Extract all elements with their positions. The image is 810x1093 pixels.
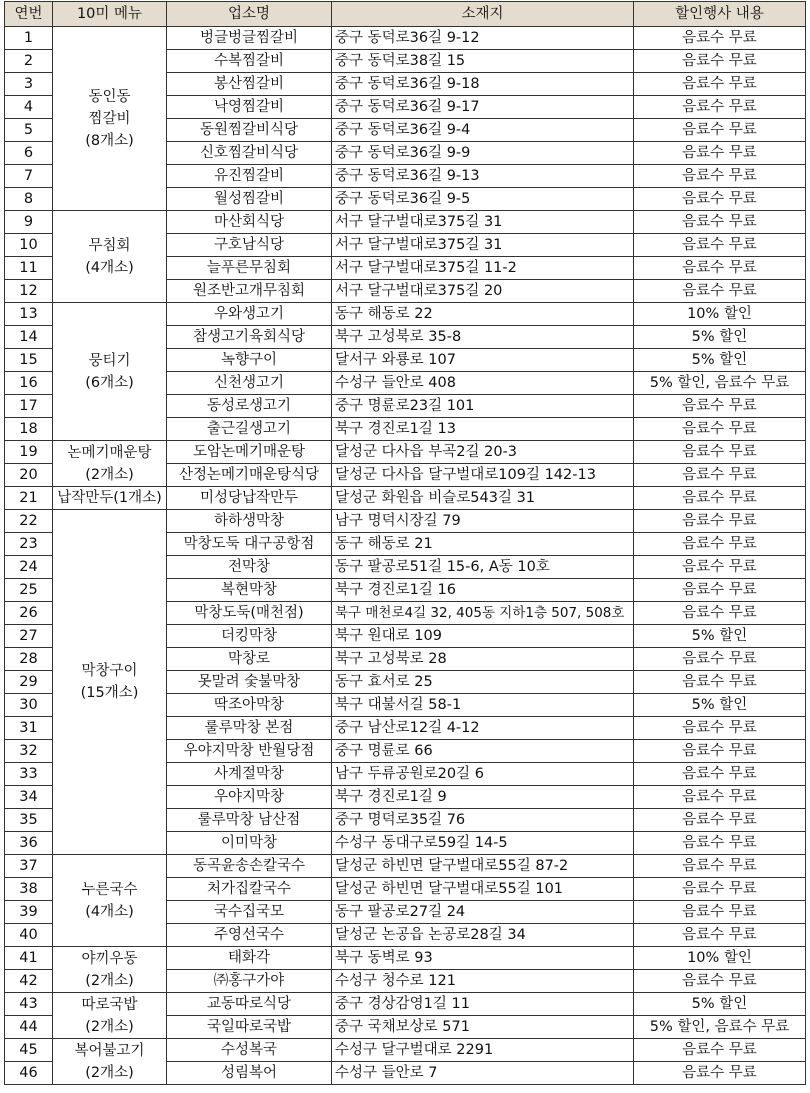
restaurant-address: 북구 매천로4길 32, 405동 지하1층 507, 508호 xyxy=(332,602,634,625)
restaurant-name: 산정논메기매운탕식당 xyxy=(167,464,332,487)
row-number: 5 xyxy=(5,119,53,142)
restaurant-address: 북구 경진로1길 16 xyxy=(332,579,634,602)
row-number: 36 xyxy=(5,832,53,855)
discount-details: 음료수 무료 xyxy=(634,211,806,234)
row-number: 21 xyxy=(5,487,53,510)
restaurant-address: 서구 달구벌대로375길 31 xyxy=(332,234,634,257)
discount-details: 10% 할인 xyxy=(634,303,806,326)
discount-details: 음료수 무료 xyxy=(634,142,806,165)
restaurant-name: 국수집국모 xyxy=(167,901,332,924)
menu-group-cell xyxy=(53,303,167,441)
restaurant-discount-table xyxy=(4,1,806,1085)
menu-group-count: (4개소) xyxy=(85,903,134,920)
discount-details: 음료수 무료 xyxy=(634,763,806,786)
row-number: 43 xyxy=(5,993,53,1016)
restaurant-address: 동구 팔공로51길 15-6, A동 10호 xyxy=(332,556,634,579)
restaurant-address: 중구 동덕로36길 9-5 xyxy=(332,188,634,211)
restaurant-name: 성림복어 xyxy=(167,1062,332,1085)
menu-group-cell xyxy=(53,947,167,993)
restaurant-name: 못말려 숯불막창 xyxy=(167,671,332,694)
restaurant-address: 달성군 화원읍 비슬로543길 31 xyxy=(332,487,634,510)
discount-details: 음료수 무료 xyxy=(634,556,806,579)
restaurant-name: 마산회식당 xyxy=(167,211,332,234)
restaurant-name: 막창도둑(매천점) xyxy=(167,602,332,625)
restaurant-name: 월성찜갈비 xyxy=(167,188,332,211)
row-number: 44 xyxy=(5,1016,53,1039)
restaurant-name: 수성복국 xyxy=(167,1039,332,1062)
discount-details: 음료수 무료 xyxy=(634,257,806,280)
restaurant-name: 더킹막창 xyxy=(167,625,332,648)
row-number: 7 xyxy=(5,165,53,188)
row-number: 17 xyxy=(5,395,53,418)
restaurant-name: 미성당납작만두 xyxy=(167,487,332,510)
discount-details: 음료수 무료 xyxy=(634,1062,806,1085)
menu-group-cell xyxy=(53,487,167,510)
menu-group-count: (2개소) xyxy=(85,1064,134,1081)
restaurant-name: 수복찜갈비 xyxy=(167,50,332,73)
discount-details: 음료수 무료 xyxy=(634,855,806,878)
row-number: 18 xyxy=(5,418,53,441)
discount-details: 음료수 무료 xyxy=(634,878,806,901)
restaurant-address: 남구 명덕시장길 79 xyxy=(332,510,634,533)
restaurant-name: 처가집칼국수 xyxy=(167,878,332,901)
row-number: 22 xyxy=(5,510,53,533)
discount-details: 10% 할인 xyxy=(634,947,806,970)
discount-details: 음료수 무료 xyxy=(634,671,806,694)
discount-details: 5% 할인, 음료수 무료 xyxy=(634,1016,806,1039)
table-row xyxy=(5,303,806,326)
menu-group-count: (2개소) xyxy=(85,972,134,989)
menu-group-name: 야끼우동 xyxy=(81,950,138,967)
discount-details: 음료수 무료 xyxy=(634,188,806,211)
restaurant-name: 도암논메기매운탕 xyxy=(167,441,332,464)
discount-details: 음료수 무료 xyxy=(634,395,806,418)
restaurant-name: 막창로 xyxy=(167,648,332,671)
row-number: 45 xyxy=(5,1039,53,1062)
menu-group-count: (2개소) xyxy=(85,1018,134,1035)
row-number: 1 xyxy=(5,27,53,50)
row-number: 4 xyxy=(5,96,53,119)
discount-details: 음료수 무료 xyxy=(634,901,806,924)
restaurant-address: 중구 동덕로36길 9-18 xyxy=(332,73,634,96)
row-number: 13 xyxy=(5,303,53,326)
menu-group-cell xyxy=(53,27,167,211)
restaurant-name: 태화각 xyxy=(167,947,332,970)
row-number: 39 xyxy=(5,901,53,924)
restaurant-name: 하하생막창 xyxy=(167,510,332,533)
restaurant-name: 구호남식당 xyxy=(167,234,332,257)
discount-details: 음료수 무료 xyxy=(634,441,806,464)
table-row xyxy=(5,211,806,234)
discount-details: 음료수 무료 xyxy=(634,280,806,303)
discount-details: 음료수 무료 xyxy=(634,602,806,625)
header-address: 소재지 xyxy=(332,2,634,27)
restaurant-address: 동구 효서로 25 xyxy=(332,671,634,694)
restaurant-name: 낙영찜갈비 xyxy=(167,96,332,119)
restaurant-name: 녹향구이 xyxy=(167,349,332,372)
row-number: 35 xyxy=(5,809,53,832)
restaurant-address: 달성군 다사읍 달구벌대로109길 142-13 xyxy=(332,464,634,487)
row-number: 20 xyxy=(5,464,53,487)
discount-details: 음료수 무료 xyxy=(634,50,806,73)
discount-details: 음료수 무료 xyxy=(634,510,806,533)
row-number: 28 xyxy=(5,648,53,671)
restaurant-address: 달서구 와룡로 107 xyxy=(332,349,634,372)
row-number: 26 xyxy=(5,602,53,625)
discount-details: 5% 할인 xyxy=(634,625,806,648)
menu-group-cell xyxy=(53,510,167,855)
row-number: 29 xyxy=(5,671,53,694)
restaurant-name: 사계절막창 xyxy=(167,763,332,786)
menu-group-name: 막창구이 xyxy=(81,663,138,679)
menu-group-cell xyxy=(53,441,167,487)
restaurant-name: 전막창 xyxy=(167,556,332,579)
discount-details: 음료수 무료 xyxy=(634,464,806,487)
discount-details: 음료수 무료 xyxy=(634,1039,806,1062)
menu-group-name: 납작만두(1개소) xyxy=(57,490,162,506)
row-number: 34 xyxy=(5,786,53,809)
restaurant-address: 달성군 논공읍 논공로28길 34 xyxy=(332,924,634,947)
menu-group-name: 복어불고기 xyxy=(74,1042,145,1059)
restaurant-address: 중구 동덕로36길 9-12 xyxy=(332,27,634,50)
restaurant-address: 중구 명륜로 66 xyxy=(332,740,634,763)
menu-group-count: (4개소) xyxy=(85,259,134,276)
menu-group-name: 동인동 xyxy=(88,88,131,105)
discount-details: 음료수 무료 xyxy=(634,809,806,832)
header-discount: 할인행사 내용 xyxy=(634,2,806,27)
restaurant-name: 딱조아막창 xyxy=(167,694,332,717)
discount-details: 음료수 무료 xyxy=(634,579,806,602)
restaurant-name: 주영선국수 xyxy=(167,924,332,947)
row-number: 37 xyxy=(5,855,53,878)
header-name: 업소명 xyxy=(167,2,332,27)
menu-group-name: 무침회 xyxy=(88,237,131,254)
discount-details: 음료수 무료 xyxy=(634,418,806,441)
table-row xyxy=(5,441,806,464)
discount-details: 음료수 무료 xyxy=(634,648,806,671)
discount-details: 5% 할인 xyxy=(634,993,806,1016)
menu-group-name: 따로국밥 xyxy=(81,996,138,1013)
restaurant-name: 교동따로식당 xyxy=(167,993,332,1016)
row-number: 11 xyxy=(5,257,53,280)
table-row xyxy=(5,855,806,878)
row-number: 41 xyxy=(5,947,53,970)
restaurant-name: 벙글벙글찜갈비 xyxy=(167,27,332,50)
restaurant-name: 복현막창 xyxy=(167,579,332,602)
discount-details: 음료수 무료 xyxy=(634,165,806,188)
row-number: 23 xyxy=(5,533,53,556)
restaurant-address: 동구 팔공로27길 24 xyxy=(332,901,634,924)
table-body xyxy=(5,27,806,1085)
discount-details: 음료수 무료 xyxy=(634,73,806,96)
restaurant-name: 룰루막창 남산점 xyxy=(167,809,332,832)
restaurant-address: 북구 경진로1길 9 xyxy=(332,786,634,809)
restaurant-address: 서구 달구벌대로375길 20 xyxy=(332,280,634,303)
restaurant-name: 이미막창 xyxy=(167,832,332,855)
restaurant-name: 동곡윤송손칼국수 xyxy=(167,855,332,878)
restaurant-address: 북구 고성북로 28 xyxy=(332,648,634,671)
table-row xyxy=(5,487,806,510)
restaurant-address: 중구 경상감영1길 11 xyxy=(332,993,634,1016)
discount-details: 음료수 무료 xyxy=(634,832,806,855)
discount-details: 음료수 무료 xyxy=(634,487,806,510)
restaurant-address: 중구 동덕로36길 9-13 xyxy=(332,165,634,188)
restaurant-address: 수성구 들안로 7 xyxy=(332,1062,634,1085)
menu-group-cell xyxy=(53,855,167,947)
restaurant-name: 우야지막창 반월당점 xyxy=(167,740,332,763)
restaurant-address: 북구 동벽로 93 xyxy=(332,947,634,970)
restaurant-address: 북구 원대로 109 xyxy=(332,625,634,648)
restaurant-address: 서구 달구벌대로375길 31 xyxy=(332,211,634,234)
restaurant-address: 달성군 하빈면 달구벌대로55길 101 xyxy=(332,878,634,901)
discount-details: 음료수 무료 xyxy=(634,96,806,119)
restaurant-name: 우야지막창 xyxy=(167,786,332,809)
row-number: 33 xyxy=(5,763,53,786)
row-number: 2 xyxy=(5,50,53,73)
discount-details: 음료수 무료 xyxy=(634,924,806,947)
row-number: 32 xyxy=(5,740,53,763)
header-row xyxy=(5,2,806,27)
row-number: 10 xyxy=(5,234,53,257)
restaurant-address: 달성군 하빈면 달구벌대로55길 87-2 xyxy=(332,855,634,878)
row-number: 12 xyxy=(5,280,53,303)
row-number: 27 xyxy=(5,625,53,648)
discount-details: 음료수 무료 xyxy=(634,717,806,740)
table-row xyxy=(5,1039,806,1062)
restaurant-address: 수성구 달구벌대로 2291 xyxy=(332,1039,634,1062)
discount-details: 음료수 무료 xyxy=(634,27,806,50)
row-number: 30 xyxy=(5,694,53,717)
restaurant-name: 원조반고개무침회 xyxy=(167,280,332,303)
table-row xyxy=(5,993,806,1016)
discount-details: 음료수 무료 xyxy=(634,740,806,763)
restaurant-name: 룰루막창 본점 xyxy=(167,717,332,740)
restaurant-name: 봉산찜갈비 xyxy=(167,73,332,96)
restaurant-name: 우와생고기 xyxy=(167,303,332,326)
discount-details: 음료수 무료 xyxy=(634,970,806,993)
restaurant-name: 동성로생고기 xyxy=(167,395,332,418)
restaurant-address: 중구 동덕로36길 9-9 xyxy=(332,142,634,165)
discount-details: 음료수 무료 xyxy=(634,786,806,809)
discount-details: 음료수 무료 xyxy=(634,119,806,142)
menu-group-count: (8개소) xyxy=(85,132,134,149)
restaurant-address: 북구 대불서길 58-1 xyxy=(332,694,634,717)
restaurant-name: ㈜홍구가야 xyxy=(167,970,332,993)
menu-group-cell xyxy=(53,1039,167,1085)
menu-group-name: 찜갈비 xyxy=(88,110,131,127)
restaurant-address: 동구 해동로 21 xyxy=(332,533,634,556)
row-number: 40 xyxy=(5,924,53,947)
table-row xyxy=(5,27,806,50)
menu-group-count: (2개소) xyxy=(85,466,134,483)
discount-details: 음료수 무료 xyxy=(634,533,806,556)
restaurant-address: 중구 동덕로36길 9-4 xyxy=(332,119,634,142)
table-row xyxy=(5,947,806,970)
discount-details: 5% 할인 xyxy=(634,349,806,372)
restaurant-address: 수성구 청수로 121 xyxy=(332,970,634,993)
row-number: 6 xyxy=(5,142,53,165)
row-number: 46 xyxy=(5,1062,53,1085)
restaurant-name: 참생고기육회식당 xyxy=(167,326,332,349)
restaurant-address: 동구 해동로 22 xyxy=(332,303,634,326)
row-number: 38 xyxy=(5,878,53,901)
discount-details: 5% 할인 xyxy=(634,326,806,349)
row-number: 24 xyxy=(5,556,53,579)
menu-group-count: (6개소) xyxy=(85,374,134,391)
menu-group-name: 뭉티기 xyxy=(88,352,131,369)
row-number: 9 xyxy=(5,211,53,234)
restaurant-address: 북구 경진로1길 13 xyxy=(332,418,634,441)
restaurant-address: 중구 명륜로23길 101 xyxy=(332,395,634,418)
restaurant-address: 달성군 다사읍 부곡2길 20-3 xyxy=(332,441,634,464)
restaurant-name: 출근길생고기 xyxy=(167,418,332,441)
table-row xyxy=(5,510,806,533)
restaurant-address: 서구 달구벌대로375길 11-2 xyxy=(332,257,634,280)
row-number: 14 xyxy=(5,326,53,349)
row-number: 3 xyxy=(5,73,53,96)
restaurant-name: 동원찜갈비식당 xyxy=(167,119,332,142)
menu-group-name: 논메기매운탕 xyxy=(67,444,152,461)
restaurant-address: 수성구 들안로 408 xyxy=(332,372,634,395)
row-number: 15 xyxy=(5,349,53,372)
restaurant-name: 늘푸른무침회 xyxy=(167,257,332,280)
row-number: 25 xyxy=(5,579,53,602)
row-number: 8 xyxy=(5,188,53,211)
restaurant-address: 중구 명덕로35길 76 xyxy=(332,809,634,832)
menu-group-count: (15개소) xyxy=(80,685,139,701)
table-header xyxy=(5,2,806,27)
discount-details: 5% 할인 xyxy=(634,694,806,717)
header-no: 연번 xyxy=(5,2,53,27)
restaurant-address: 중구 국채보상로 571 xyxy=(332,1016,634,1039)
restaurant-address: 북구 고성북로 35-8 xyxy=(332,326,634,349)
restaurant-name: 국일따로국밥 xyxy=(167,1016,332,1039)
restaurant-address: 수성구 동대구로59길 14-5 xyxy=(332,832,634,855)
restaurant-name: 신호찜갈비식당 xyxy=(167,142,332,165)
restaurant-address: 중구 동덕로38길 15 xyxy=(332,50,634,73)
discount-details: 5% 할인, 음료수 무료 xyxy=(634,372,806,395)
menu-group-cell xyxy=(53,211,167,303)
row-number: 16 xyxy=(5,372,53,395)
discount-details: 음료수 무료 xyxy=(634,234,806,257)
header-menu: 10미 메뉴 xyxy=(53,2,167,27)
row-number: 42 xyxy=(5,970,53,993)
restaurant-name: 막창도둑 대구공항점 xyxy=(167,533,332,556)
row-number: 31 xyxy=(5,717,53,740)
restaurant-address: 중구 남산로12길 4-12 xyxy=(332,717,634,740)
restaurant-address: 중구 동덕로36길 9-17 xyxy=(332,96,634,119)
restaurant-address: 남구 두류공원로20길 6 xyxy=(332,763,634,786)
row-number: 19 xyxy=(5,441,53,464)
menu-group-cell xyxy=(53,993,167,1039)
restaurant-name: 유진찜갈비 xyxy=(167,165,332,188)
menu-group-name: 누른국수 xyxy=(81,881,138,898)
restaurant-name: 신천생고기 xyxy=(167,372,332,395)
